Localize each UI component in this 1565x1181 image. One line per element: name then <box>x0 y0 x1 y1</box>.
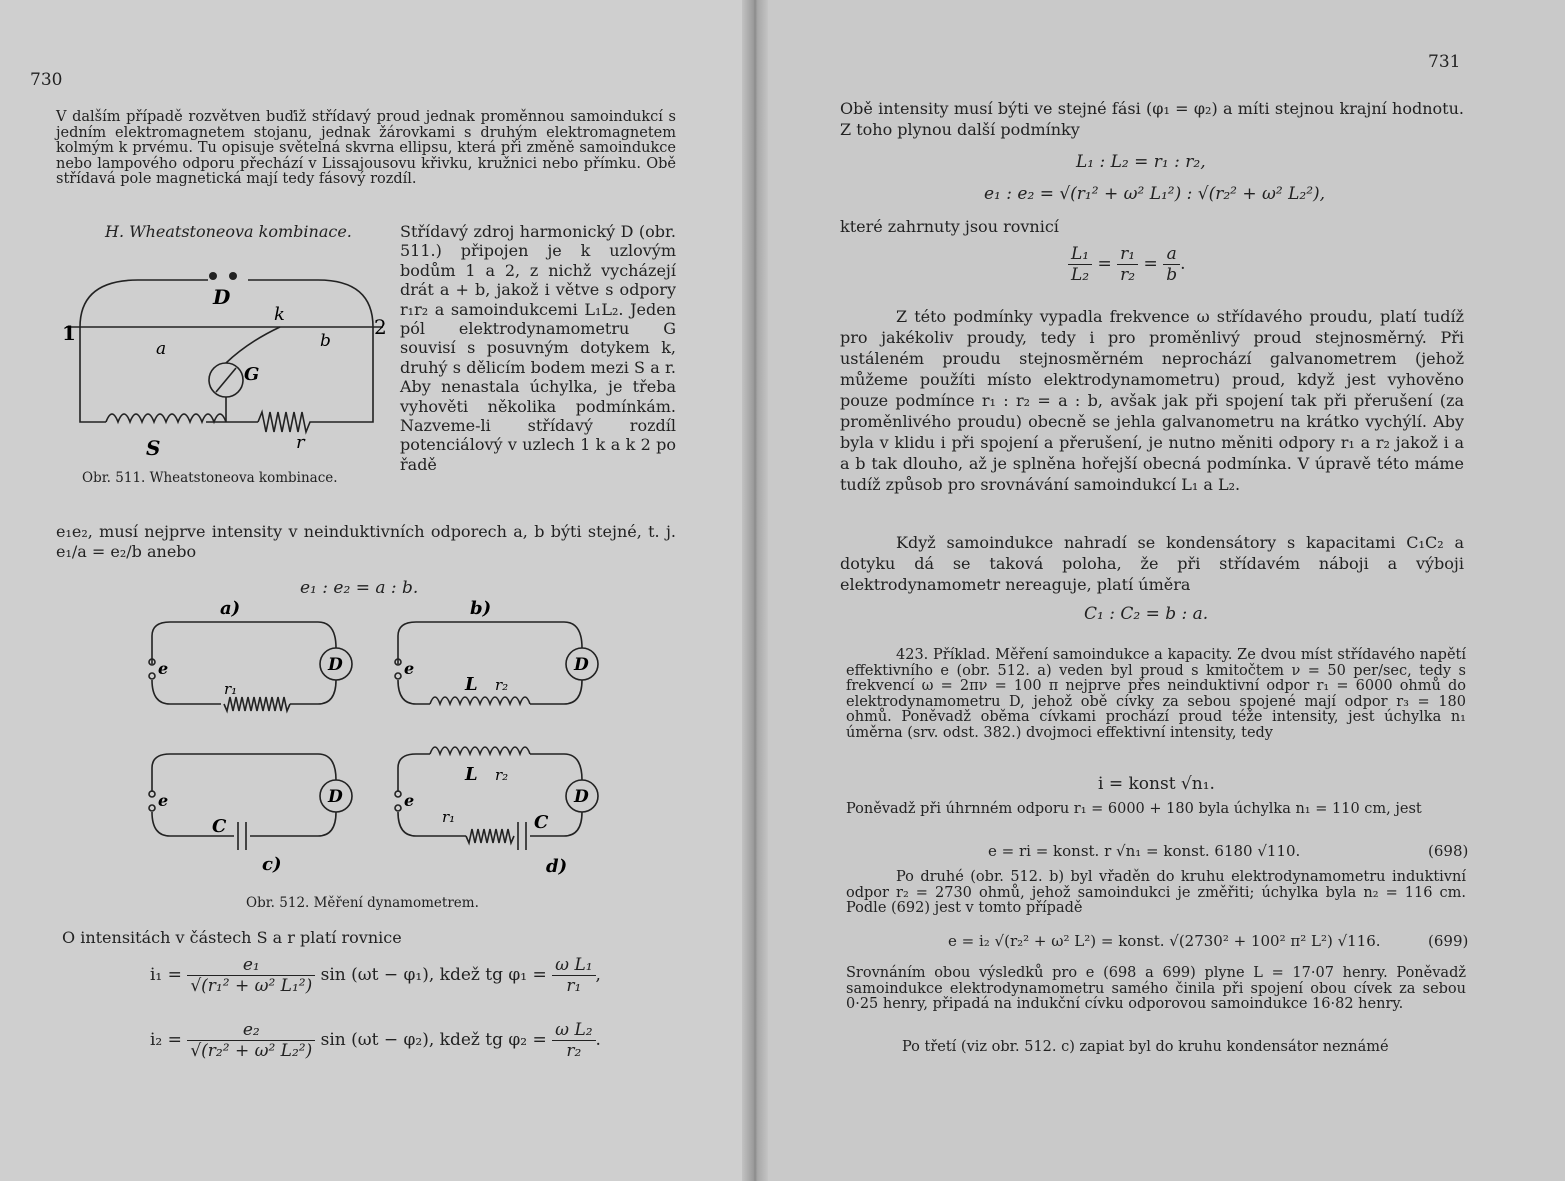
label-D: D <box>574 655 589 675</box>
paragraph: Srovnáním obou výsledků pro e (698 a 699) plyne L = 17·07 henry. Poněvadž samoindukce elektrodynamometru samého činila při spojení obou cívek za sebou 0·25 henry, připadá na indukční cívku odporovou samoindukce 16·82 henry. <box>846 965 1466 1013</box>
label-D: D <box>213 285 231 309</box>
equation-lhs: i₁ = <box>150 965 182 985</box>
label-r2: r₂ <box>495 676 509 694</box>
label-e: e <box>404 791 415 810</box>
equation-mid: sin (ωt − φ₂), kdež tg φ₂ = <box>320 1030 547 1050</box>
equation-mid: sin (ωt − φ₁), kdež tg φ₁ = <box>320 965 547 985</box>
equation-i2: i₂ = $\frac{\text{e₂}}{\text{√(r₂² + ω² L₂²)}}$ sin (ωt − φ₂), kdež tg φ₂ = $\frac{\text{ω L₂}}{\text{r₂}}$ . <box>150 1020 601 1061</box>
label-D: D <box>574 787 589 807</box>
paragraph: O intensitách v částech S a r platí rovnice <box>62 928 402 947</box>
equation: e = ri = konst. r √n₁ = konst. 6180 √110. <box>988 842 1301 860</box>
label-b: b <box>320 331 331 351</box>
paragraph: Poněvadž při úhrnném odporu r₁ = 6000 + 180 byla úchylka n₁ = 110 cm, jest <box>846 801 1422 817</box>
label-C: C <box>534 812 549 833</box>
paragraph: Po druhé (obr. 512. b) byl vřaděn do kruhu elektrodynamometru induktivní odpor r₂ = 2730 ohmů, jehož samoindukci je změřiti; úchylka byla n₂ = 116 cm. Podle (692) jest v tomto případě <box>846 869 1466 917</box>
label-r: r <box>296 432 305 453</box>
paragraph: Když samoindukce nahradí se kondensátory s kapacitami C₁C₂ a dotyku dá se taková poloha, že při střídavém náboji a výboji elektrodynamometr nereaguje, platí úměra <box>840 533 1464 594</box>
figure-512-dynamometer-circuits <box>140 596 610 886</box>
equation: e = i₂ √(r₂² + ω² L²) = konst. √(2730² + 100² π² L²) √116. <box>948 932 1381 950</box>
page-number: 730 <box>30 70 63 90</box>
paragraph: které zahrnuty jsou rovnicí <box>840 217 1059 236</box>
equation: e₁ : e₂ = √(r₁² + ω² L₁²) : √(r₂² + ω² L₂²), <box>984 184 1326 204</box>
equation-number: (699) <box>1428 932 1469 950</box>
section-heading: H. Wheatstoneova kombinace. <box>105 222 352 241</box>
equation: i = konst √n₁. <box>1098 774 1215 794</box>
equation-lhs: i₂ = <box>150 1030 182 1050</box>
label-c: c) <box>262 854 282 875</box>
figure-512-caption: Obr. 512. Měření dynamometrem. <box>246 895 479 911</box>
paragraph: e₁e₂, musí nejprve intensity v neinduktivních odporech a, b býti stejné, t. j. e₁/a = e₂/b anebo <box>56 522 676 561</box>
label-k: k <box>274 304 285 325</box>
paragraph: Střídavý zdroj harmonický D (obr. 511.) připojen je k uzlovým bodům 1 a 2, z nichž vycházejí drát a + b, jakož i větve s odpory r₁r₂ a samoindukcemi L₁L₂. Jeden pól elektrodynamometru G souvisí s posuvným dotykem k, druhý s dělicím bodem mezi S a r. Aby nenastala úchylka, je třeba vyhověti několika podmínkám. Nazveme-li střídavý rozdíl potenciálový v uzlech 1 k a k 2 po řadě <box>400 222 676 474</box>
book-gutter <box>742 0 768 1181</box>
equation: C₁ : C₂ = b : a. <box>1084 604 1209 624</box>
left-page <box>0 0 756 1181</box>
equation-i1: i₁ = $\frac{\text{e₁}}{\text{√(r₁² + ω² L₁²)}}$ sin (ωt − φ₁), kdež tg φ₁ = $\frac{\text{ω L₁}}{\text{r₁}}$ , <box>150 955 601 996</box>
label-D: D <box>328 787 343 807</box>
fraction: $\frac{\text{e₂}}{\text{√(r₂² + ω² L₂²)}}$ <box>187 1020 315 1061</box>
right-page <box>756 0 1565 1181</box>
paragraph: Po třetí (viz obr. 512. c) zapiat byl do kruhu kondensátor neznámé <box>902 1039 1389 1055</box>
label-C: C <box>212 816 227 837</box>
label-b: b) <box>470 598 492 619</box>
equation-number: (698) <box>1428 842 1469 860</box>
label-D: D <box>328 655 343 675</box>
label-1: 1 <box>62 321 76 345</box>
label-a: a <box>156 339 167 359</box>
fraction: $\frac{\text{ω L₁}}{\text{r₁}}$ <box>552 955 595 996</box>
equation: $\frac{\text{L₁}}{\text{L₂}}$ = $\frac{\text{r₁}}{\text{r₂}}$ = $\frac{a}{b}$ . <box>1068 244 1185 285</box>
figure-511-caption: Obr. 511. Wheatstoneova kombinace. <box>82 470 338 486</box>
label-e: e <box>158 791 169 810</box>
equation: L₁ : L₂ = r₁ : r₂, <box>1076 152 1206 172</box>
paragraph-example-423: 423. Příklad. Měření samoindukce a kapacity. Ze dvou míst střídavého napětí effektivního e (obr. 512. a) veden byl proud s kmitočtem ν = 50 per/sec, tedy s frekvencí ω = 2πν = 100 π nejprve přes neinduktivní odpor r₁ = 6000 ohmů do elektrodynamometru D, jehož obě cívky za sebou spojené mají odpor r₃ = 180 ohmů. Poněvadž oběma cívkami prochází proud téže intensity, jest úchylka n₁ úměrna (srv. odst. 382.) dvojmoci effektivní intensity, tedy <box>846 647 1466 741</box>
fraction: $\frac{\text{e₁}}{\text{√(r₁² + ω² L₁²)}}$ <box>187 955 315 996</box>
label-2: 2 <box>374 315 387 339</box>
fraction: $\frac{\text{ω L₂}}{\text{r₂}}$ <box>552 1020 595 1061</box>
label-a: a) <box>220 598 241 619</box>
paragraph: Obě intensity musí býti ve stejné fási (φ₁ = φ₂) a míti stejnou krajní hodnotu. Z toho plynou další podmínky <box>840 99 1464 139</box>
label-G: G <box>244 364 260 385</box>
label-e: e <box>404 659 415 678</box>
equation: e₁ : e₂ = a : b. <box>300 578 419 598</box>
paragraph: V dalším případě rozvětven buďiž střídavý proud jednak proměnnou samoindukcí s jedním elektromagnetem stojanu, jednak žárovkami s druhým elektromagnetem kolmým k prvému. Tu opisuje světelná skvrna ellipsu, která při změně samoindukce nebo lampového odporu přechází v Lissajousovu křivku, kružnici nebo přímku. Obě střídavá pole magnetická mají tedy fásový rozdíl. <box>56 109 676 188</box>
label-L: L <box>465 674 478 695</box>
paragraph: Z této podmínky vypadla frekvence ω střídavého proudu, platí tudíž pro jakékoliv proudy, tedy i pro proměnlivý proud stejnosměrný. Při ustáleném proudu stejnosměrném neprochází galvanometrem (jehož můžeme použíti místo elektrodynamometru) proud, když jest vyhověno pouze podmínce r₁ : r₂ = a : b, avšak jak při spojení tak při přerušení (za proměnlivého proudu) obecně se jehla galvanometru na krátko vychýlí. Aby byla v klidu i při spojení a přerušení, je nutno měniti odpory r₁ a r₂ jakož i a a b tak dlouho, až je splněna hořejší obecná podmínka. V úpravě této máme tudíž způsob pro srovnávání samoindukcí L₁ a L₂. <box>840 307 1464 494</box>
label-r1: r₁ <box>442 808 456 826</box>
label-S: S <box>146 436 161 460</box>
page-number: 731 <box>1428 52 1461 72</box>
figure-511-wheatstone-circuit <box>58 262 388 472</box>
label-r2: r₂ <box>495 766 509 784</box>
label-d: d) <box>546 856 568 877</box>
label-e: e <box>158 659 169 678</box>
label-L: L <box>465 764 478 785</box>
label-r1: r₁ <box>224 680 238 698</box>
